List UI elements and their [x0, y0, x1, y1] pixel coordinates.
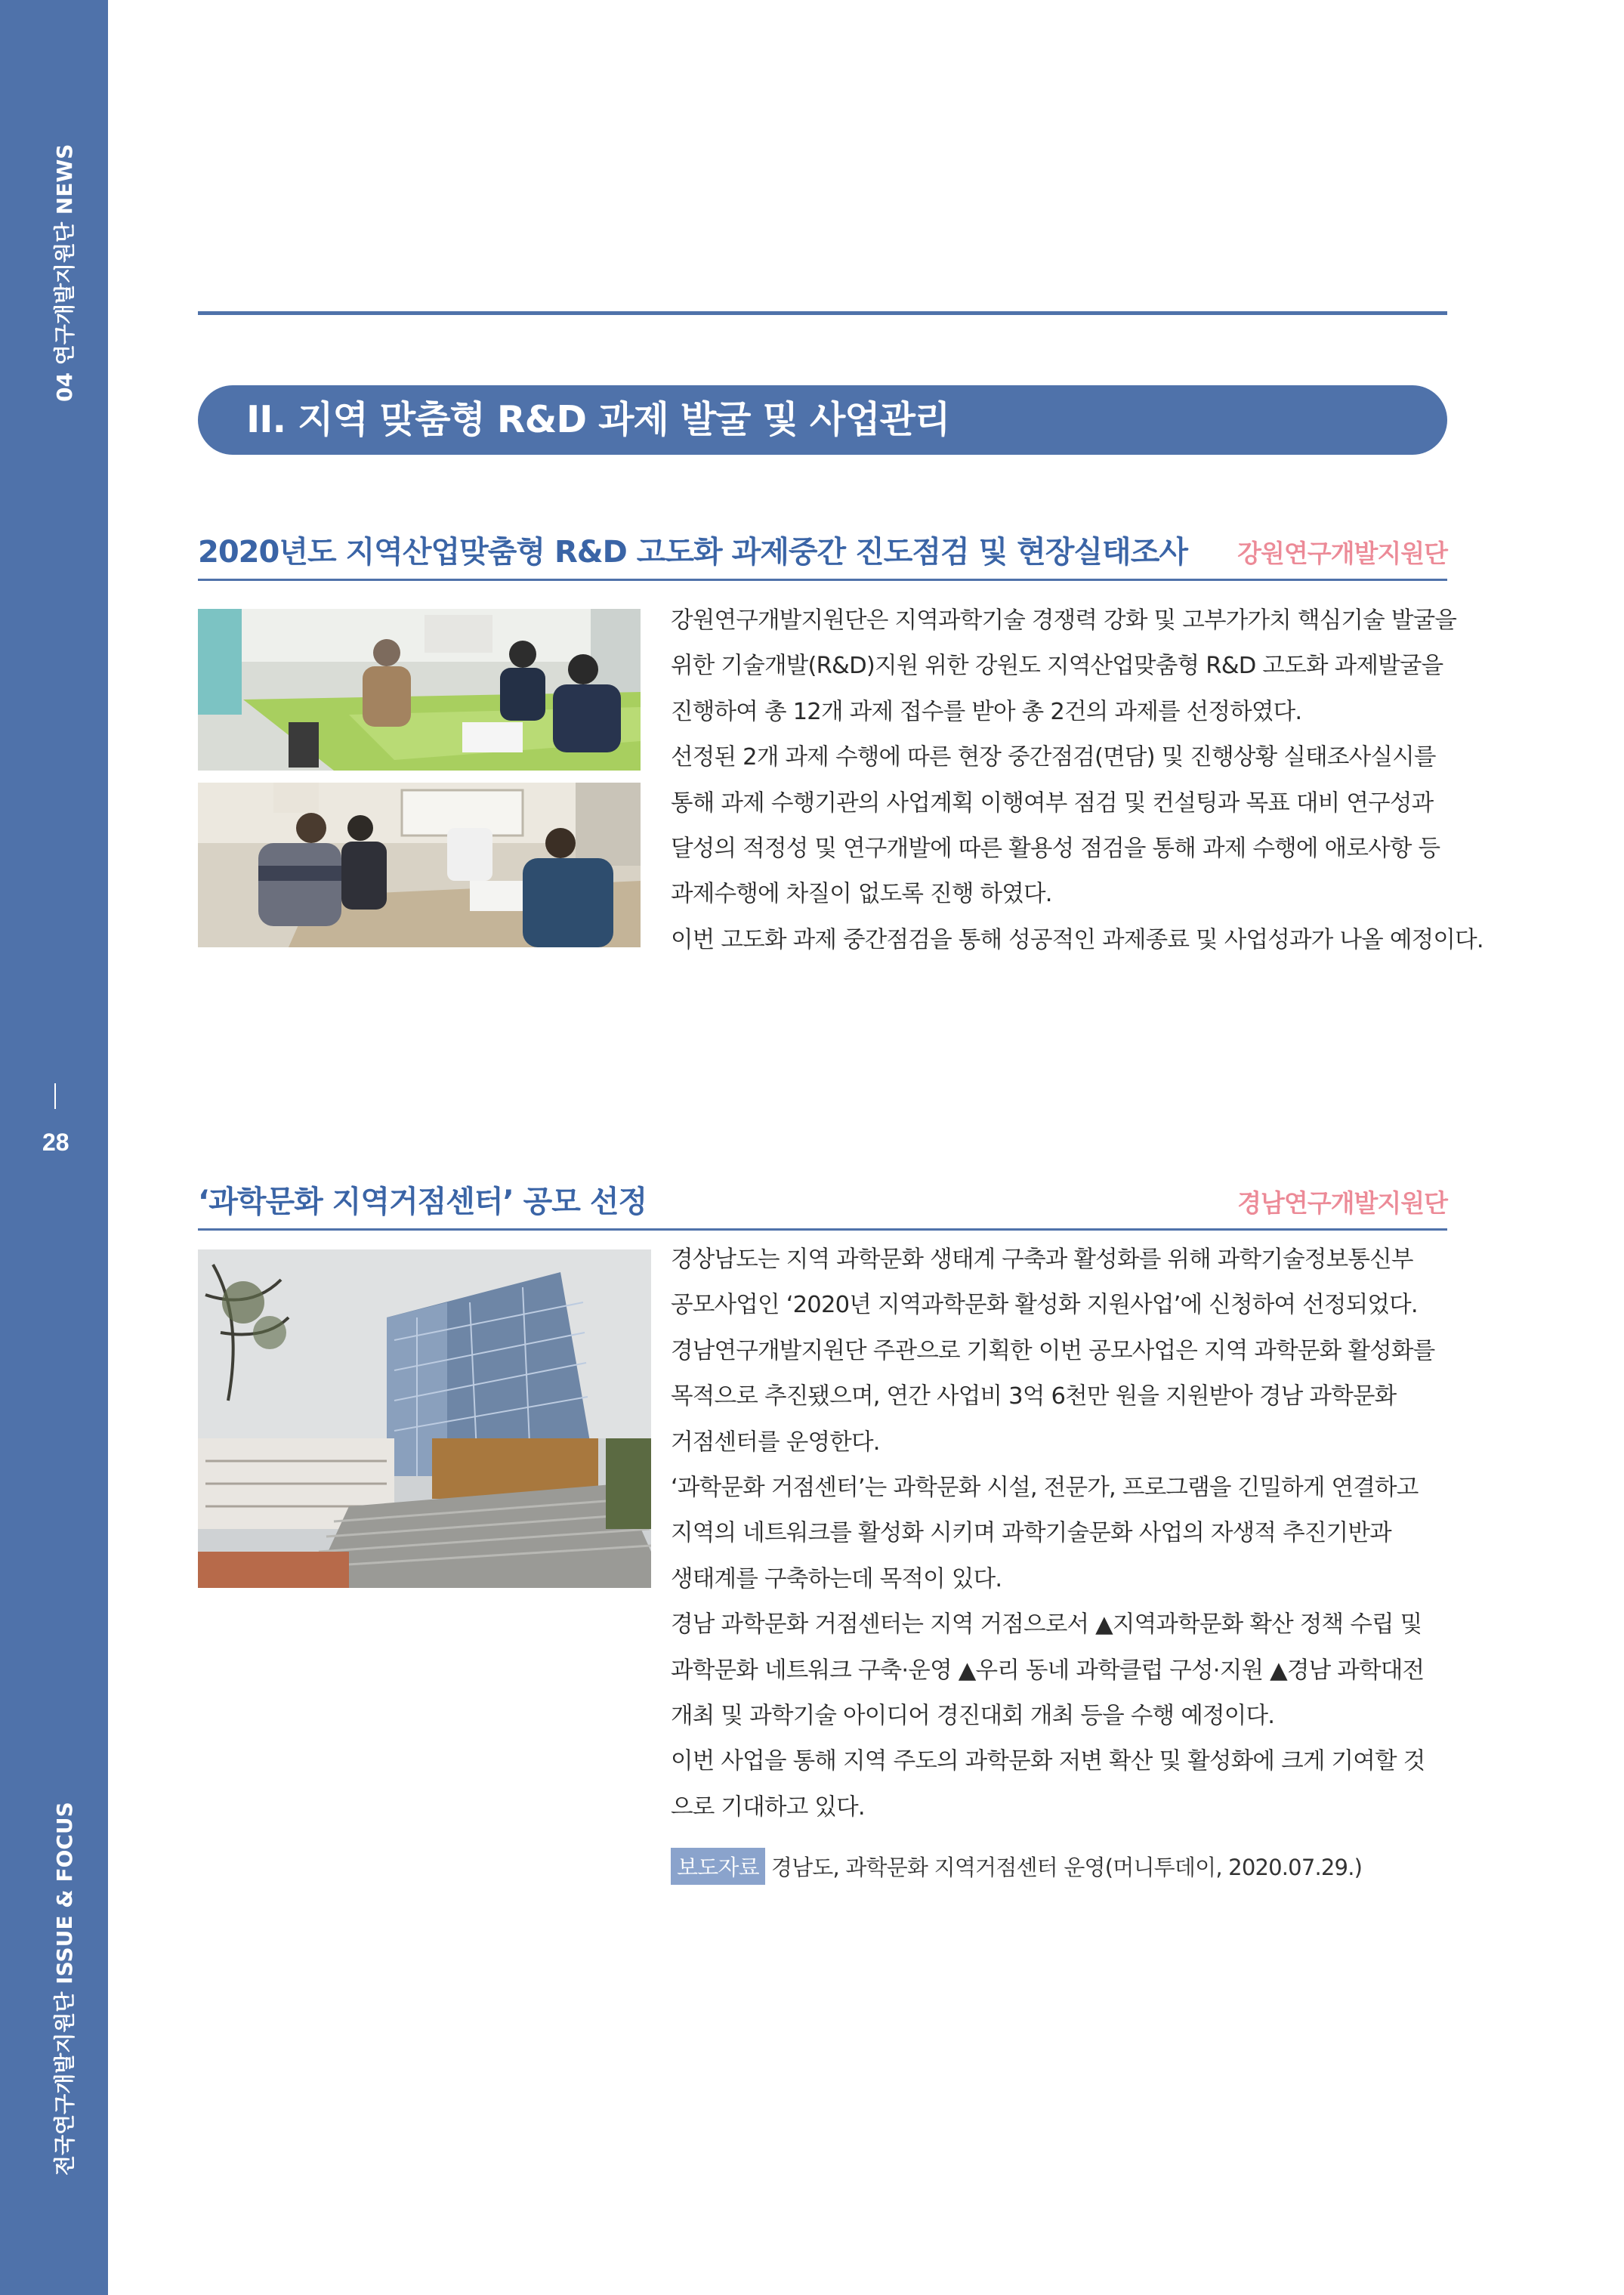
paragraph-line: 선정된 2개 과제 수행에 따른 현장 중간점검(면담) 및 진행상황 실태조사실시를 [671, 744, 1436, 771]
paragraph-line: 개최 및 과학기술 아이디어 경진대회 개최 등을 수행 예정이다. [671, 1703, 1275, 1730]
sidebar-section-label: 04 연구개발지원단 NEWS [52, 144, 77, 402]
paragraph-line: 달성의 적정성 및 연구개발에 따른 활용성 점검을 통해 과제 수행에 애로사항 등 [671, 836, 1440, 863]
paragraph-line: 이번 사업을 통해 지역 주도의 과학문화 저변 확산 및 활성화에 크게 기여할 것 [671, 1748, 1425, 1775]
paragraph-line: 생태계를 구축하는데 목적이 있다. [671, 1565, 1002, 1592]
article1-org: 강원연구개발지원단 [1237, 539, 1447, 568]
page-number: 28 [42, 1129, 69, 1156]
paragraph-line: 위한 기술개발(R&D)지원 위한 강원도 지역산업맞춤형 R&D 고도화 과제발굴을 [671, 653, 1443, 680]
press-release-text: 경남도, 과학문화 지역거점센터 운영(머니투데이, 2020.07.29.) [770, 1855, 1363, 1880]
top-divider [198, 311, 1447, 315]
paragraph-line: 통해 과제 수행기관의 사업계획 이행여부 점검 및 컨설팅과 목표 대비 연구성과 [671, 789, 1434, 817]
paragraph-line: 지역의 네트워크를 활성화 시키며 과학기술문화 사업의 자생적 추진기반과 [671, 1520, 1391, 1547]
meeting-photo-1 [198, 609, 641, 771]
paragraph-line: 경남연구개발지원단 주관으로 기획한 이번 공모사업은 지역 과학문화 활성화를 [671, 1337, 1435, 1364]
paragraph-line: ‘과학문화 거점센터’는 과학문화 시설, 전문가, 프로그램을 긴밀하게 연결하고 [671, 1475, 1419, 1502]
paragraph-line: 강원연구개발지원단은 지역과학기술 경쟁력 강화 및 고부가가치 핵심기술 발굴을 [671, 607, 1457, 634]
article1-header [198, 530, 1447, 581]
article2-org: 경남연구개발지원단 [1237, 1188, 1447, 1218]
page-number-tick [54, 1083, 56, 1109]
paragraph-line: 경남 과학문화 거점센터는 지역 거점으로서 ▲지역과학문화 확산 정책 수립 및 [671, 1611, 1422, 1639]
meeting-photo-2 [198, 783, 641, 947]
paragraph-line: 목적으로 추진됐으며, 연간 사업비 3억 6천만 원을 지원받아 경남 과학문화 [671, 1383, 1397, 1410]
section-title: II. 지역 맞춤형 R&D 과제 발굴 및 사업관리 [198, 385, 1447, 455]
press-release-badge: 보도자료 [671, 1848, 765, 1885]
sidebar [0, 0, 108, 2295]
article1-body [671, 598, 1484, 963]
article2-title: ‘과학문화 지역거점센터’ 공모 선정 [198, 1185, 647, 1219]
paragraph-line: 경상남도는 지역 과학문화 생태계 구축과 활성화를 위해 과학기술정보통신부 [671, 1246, 1413, 1273]
article1-title: 2020년도 지역산업맞춤형 R&D 고도화 과제중간 진도점검 및 현장실태조사 [198, 535, 1187, 570]
sidebar-publication-label: 전국연구개발지원단 ISSUE & FOCUS [52, 1802, 77, 2176]
paragraph-line: 거점센터를 운영한다. [671, 1429, 880, 1456]
article2-header [198, 1180, 1447, 1231]
paragraph-line: 이번 고도화 과제 중간점검을 통해 성공적인 과제종료 및 사업성과가 나올 예정이다. [671, 926, 1484, 953]
paragraph-line: 공모사업인 ‘2020년 지역과학문화 활성화 지원사업’에 신청하여 선정되었다. [671, 1292, 1418, 1319]
science-center-photo [198, 1249, 651, 1588]
paragraph-line: 진행하여 총 12개 과제 접수를 받아 총 2건의 과제를 선정하였다. [671, 698, 1302, 725]
article2-body [671, 1237, 1447, 1830]
paragraph-line: 으로 기대하고 있다. [671, 1793, 865, 1821]
press-release-note [671, 1848, 1362, 1885]
paragraph-line: 과제수행에 차질이 없도록 진행 하였다. [671, 881, 1052, 908]
paragraph-line: 과학문화 네트워크 구축·운영 ▲우리 동네 과학클럽 구성·지원 ▲경남 과학대전 [671, 1657, 1425, 1684]
